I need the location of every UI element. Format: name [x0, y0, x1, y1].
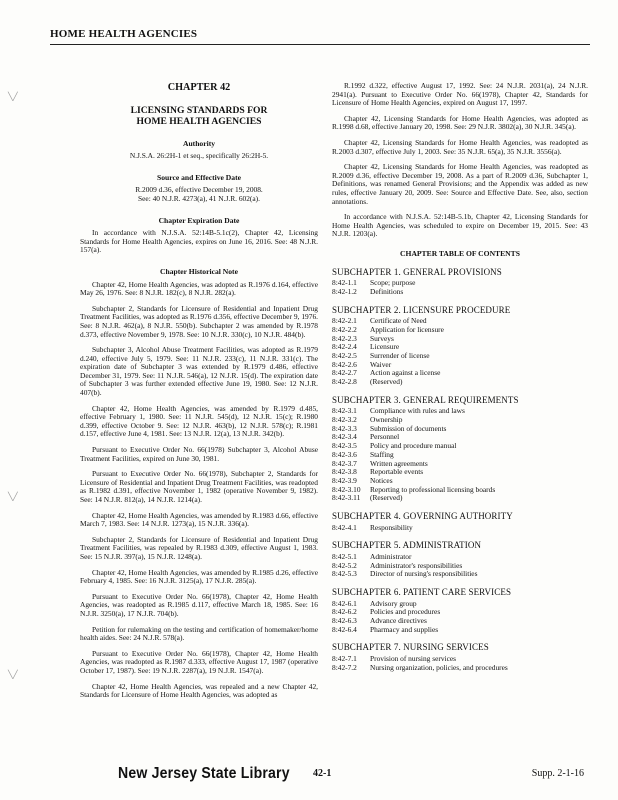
- subchapter-heading: SUBCHAPTER 3. GENERAL REQUIREMENTS: [332, 394, 519, 405]
- section-title: (Reserved): [370, 493, 403, 503]
- subchapter-heading: SUBCHAPTER 5. ADMINISTRATION: [332, 540, 482, 551]
- section-number: 8:42-3.4: [332, 432, 357, 442]
- section-number: 8:42-3.5: [332, 441, 357, 451]
- page-number: 42-1: [313, 768, 332, 779]
- right-column: [332, 82, 588, 672]
- history-paragraph: Chapter 42, Home Health Agencies, was amended by R.1985 d.26, effective February 4, 1985. See: 16 N.J.R. 3125(a), 17 N.J.R. 285(a).: [80, 567, 318, 586]
- margin-mark: ╲╱: [8, 92, 18, 101]
- section-title: Director of nursing's responsibilities: [370, 569, 478, 579]
- section-title: Advisory group: [370, 598, 417, 608]
- history-paragraph: Chapter 42, Licensing Standards for Home Health Agencies, was readopted as R.2009 d.36, effective December 19, 2008. As a part of R.2009 d.36, Subchapter 1, Definitions, was renamed General Provisions; and the Appendix was added as new rules, effective January 20, 2009. See: Source and Effective Date. See, also, section annotations.: [332, 162, 588, 206]
- section-title: Advance directives: [370, 616, 427, 626]
- section-title: Policies and procedures: [370, 607, 441, 617]
- history-paragraph: Chapter 42, Home Health Agencies, was repealed and a new Chapter 42, Standards for Licensure of Home Health Agencies, was adopted as: [80, 681, 318, 700]
- section-number: 8:42-3.9: [332, 475, 357, 485]
- history-paragraph: Pursuant to Executive Order No. 66(1978), Chapter 42, Home Health Agencies, was readopted as R.1985 d.117, effective March 18, 1985. See: 16 N.J.R. 3250(a), 17 N.J.R. 704(b).: [80, 591, 318, 618]
- section-title: Personnel: [370, 432, 400, 442]
- section-number: 8:42-6.3: [332, 616, 357, 626]
- section-title: Ownership: [370, 415, 403, 425]
- history-paragraph: Chapter 42, Home Health Agencies, was amended by R.1983 d.66, effective March 7, 1983. See: 14 N.J.R. 1273(a), 15 N.J.R. 336(a).: [80, 510, 318, 529]
- section-title: Application for licensure: [370, 324, 444, 334]
- toc-entry: [332, 378, 588, 387]
- toc-entry: [332, 570, 588, 579]
- source-heading: Source and Effective Date: [156, 172, 241, 182]
- authority-heading: Authority: [182, 138, 216, 148]
- section-title: Administrator: [370, 551, 412, 561]
- section-number: 8:42-6.2: [332, 607, 357, 617]
- section-number: 8:42-2.5: [332, 350, 357, 360]
- left-column: [80, 82, 318, 707]
- section-number: 8:42-2.7: [332, 368, 357, 378]
- subchapter-heading: SUBCHAPTER 6. PATIENT CARE SERVICES: [332, 587, 512, 598]
- toc-entry: [332, 494, 588, 503]
- history-paragraph: In accordance with N.J.S.A. 52:14B-5.1b, Chapter 42, Licensing Standards for Home Health Agencies, was scheduled to expire on December 19, 2015. See: 43 N.J.R. 1203(a).: [332, 212, 588, 239]
- section-title: Administrator's responsibilities: [370, 560, 463, 570]
- section-title: Written agreements: [370, 458, 428, 468]
- section-number: 8:42-4.1: [332, 522, 357, 532]
- section-title: Surrender of license: [370, 350, 430, 360]
- authority-text: N.J.S.A. 26:2H-1 et seq., specifically 26:2H-5.: [129, 151, 269, 161]
- section-number: 8:42-2.3: [332, 333, 357, 343]
- supplement-date: Supp. 2-1-16: [531, 768, 584, 779]
- section-number: 8:42-3.2: [332, 415, 357, 425]
- history-paragraph: Chapter 42, Licensing Standards for Home Health Agencies, was adopted as R.1998 d.68, effective January 20, 1998. See: 29 N.J.R. 3802(a), 30 N.J.R. 345(a).: [332, 113, 588, 132]
- section-number: 8:42-6.4: [332, 624, 357, 634]
- toc-title: CHAPTER TABLE OF CONTENTS: [400, 248, 520, 258]
- history-paragraph: Chapter 42, Home Health Agencies, was adopted as R.1976 d.164, effective May 26, 1976. See: 8 N.J.R. 182(c), 8 N.J.R. 282(a).: [80, 279, 318, 298]
- expiration-text: In accordance with N.J.S.A. 52:14B-5.1c(2), Chapter 42, Licensing Standards for Home Health Agencies, expires on June 16, 2016. See: 48 N.J.R. 157(a).: [80, 228, 318, 255]
- history-paragraph: Subchapter 2, Standards for Licensure of Residential and Inpatient Drug Treatment Facilities, was repealed by R.1983 d.309, effective August 1, 1983. See: 15 N.J.R. 397(a), 15 N.J.R. 1248(a).: [80, 534, 318, 561]
- section-number: 8:42-3.7: [332, 458, 357, 468]
- chapter-title: [80, 105, 318, 127]
- section-title: Licensure: [370, 342, 400, 352]
- margin-mark: ╲╱: [8, 492, 18, 501]
- section-title: Reportable events: [370, 467, 424, 477]
- subchapter-heading: SUBCHAPTER 4. GOVERNING AUTHORITY: [332, 511, 513, 522]
- section-number: 8:42-7.1: [332, 654, 357, 664]
- section-title: Action against a license: [370, 368, 441, 378]
- table-of-contents: [332, 268, 588, 673]
- section-number: 8:42-5.3: [332, 569, 357, 579]
- section-number: 8:42-3.11: [332, 493, 361, 503]
- section-number: 8:42-7.2: [332, 662, 357, 672]
- section-title: Certificate of Need: [370, 316, 427, 326]
- history-paragraph: Pursuant to Executive Order No. 66(1978), Chapter 42, Home Health Agencies, was readopted as R.1987 d.333, effective August 17, 1987 (operative October 17, 1987). See: 19 N.J.R. 2287(a), 19 N.J.R. 1547(a).: [80, 648, 318, 675]
- section-title: Responsibility: [370, 522, 413, 532]
- section-title: Notices: [370, 475, 393, 485]
- chapter-title-line: LICENSING STANDARDS FOR: [130, 104, 268, 116]
- history-paragraph: Chapter 42, Licensing Standards for Home Health Agencies, was readopted as R.2003 d.307, effective July 1, 2003. See: 35 N.J.R. 65(a), 35 N.J.R. 3556(a).: [332, 137, 588, 156]
- section-title: Waiver: [370, 359, 392, 369]
- section-number: 8:42-3.10: [332, 484, 361, 494]
- history-paragraph: Petition for rulemaking on the testing and certification of homemaker/home health aides. See: 24 N.J.R. 578(a).: [80, 624, 318, 643]
- section-number: 8:42-2.6: [332, 359, 357, 369]
- section-number: 8:42-3.6: [332, 449, 357, 459]
- section-number: 8:42-3.8: [332, 467, 357, 477]
- section-title: Reporting to professional licensing boards: [370, 484, 496, 494]
- section-title: Surveys: [370, 333, 394, 343]
- expiration-heading: Chapter Expiration Date: [158, 215, 240, 225]
- section-number: 8:42-5.1: [332, 551, 357, 561]
- toc-entry: [332, 626, 588, 635]
- library-stamp: New Jersey State Library: [118, 765, 290, 782]
- section-title: (Reserved): [370, 377, 403, 387]
- history-paragraph: Pursuant to Executive Order No. 66(1978) Subchapter 3, Alcohol Abuse Treatment Facilities, expired on June 30, 1981.: [80, 445, 318, 463]
- section-title: Policy and procedure manual: [370, 441, 457, 451]
- history-paragraph: Subchapter 2, Standards for Licensure of Residential and Inpatient Drug Treatment Facilities, was adopted as R.1976 d.356, effective December 9, 1976. See: 8 N.J.R. 462(a), 8 N.J.R. 550(b). Subchapter 2 was amended by R.1978 d.373, effective November 9, 1978. See: 10 N.J.R. 330(c), 10 N.J.R. 484(b).: [80, 303, 318, 339]
- history-paragraph: Pursuant to Executive Order No. 66(1978), Subchapter 2, Standards for Licensure of Residential and Inpatient Drug Treatment Facilities, was readopted as R.1982 d.391, effective November 1, 1982 (operative November 9, 1982). See: 14 N.J.R. 812(a), 14 N.J.R. 1214(a).: [80, 469, 318, 504]
- history-paragraphs: [80, 281, 318, 700]
- section-title: Scope; purpose: [370, 278, 416, 288]
- section-title: Nursing organization, policies, and procedures: [370, 662, 508, 672]
- section-number: 8:42-5.2: [332, 560, 357, 570]
- section-title: Provision of nursing services: [370, 654, 457, 664]
- section-number: 8:42-3.1: [332, 406, 357, 416]
- section-title: Compliance with rules and laws: [370, 406, 465, 416]
- section-number: 8:42-2.1: [332, 316, 357, 326]
- history-heading: Chapter Historical Note: [160, 266, 238, 276]
- history-paragraph: Subchapter 3, Alcohol Abuse Treatment Facilities, was adopted as R.1979 d.240, effective July 5, 1979. See: 11 N.J.R. 233(c), 11 N.J.R. 331(c). The expiration date of Subchapter 3 was extended by R.1979 d.486, effective December 31, 1979. See: 11 N.J.R. 546(a), 12 N.J.R. 15(d). The expiration date of Subchapter 3 was further extended effective June 19, 1980. See: 12 N.J.R. 407(b).: [80, 345, 318, 398]
- subchapter-heading: SUBCHAPTER 1. GENERAL PROVISIONS: [332, 266, 502, 277]
- toc-entry: [332, 524, 588, 533]
- chapter-number: CHAPTER 42: [167, 82, 231, 93]
- section-number: 8:42-6.1: [332, 598, 357, 608]
- history-paragraph: R.1992 d.322, effective August 17, 1992. See: 24 N.J.R. 2031(a), 24 N.J.R. 2941(a). Pursuant to Executive Order No. 66(1978), Chapter 42, Standards for Licensure of Home Health Agencies, expired on August 17, 1997.: [332, 81, 588, 108]
- chapter-title-line: HOME HEALTH AGENCIES: [136, 115, 262, 127]
- toc-entry: [332, 288, 588, 297]
- running-head: HOME HEALTH AGENCIES: [50, 28, 198, 40]
- toc-entry: [332, 664, 588, 673]
- section-number: 8:42-2.4: [332, 342, 357, 352]
- section-number: 8:42-2.2: [332, 324, 357, 334]
- source-line: See: 40 N.J.R. 4273(a), 41 N.J.R. 602(a).: [138, 193, 260, 203]
- section-number: 8:42-3.3: [332, 423, 357, 433]
- section-number: 8:42-1.2: [332, 286, 357, 296]
- section-title: Pharmacy and supplies: [370, 624, 439, 634]
- history-continued: [332, 82, 588, 239]
- section-number: 8:42-2.8: [332, 377, 357, 387]
- subchapter-heading: SUBCHAPTER 2. LICENSURE PROCEDURE: [332, 304, 511, 315]
- margin-mark: ╲╱: [8, 670, 18, 679]
- section-title: Submission of documents: [370, 423, 447, 433]
- source-line: R.2009 d.36, effective December 19, 2008.: [135, 185, 263, 195]
- section-title: Staffing: [370, 449, 394, 459]
- header-rule: [50, 44, 590, 45]
- subchapter-heading: SUBCHAPTER 7. NURSING SERVICES: [332, 642, 489, 653]
- history-paragraph: Chapter 42, Home Health Agencies, was amended by R.1979 d.485, effective February 1, 1980. See: 11 N.J.R. 545(d), 12 N.J.R. 15(c); R.1980 d.399, effective October 9. See: 12 N.J.R. 463(b), 12 N.J.R. 578(c); R.1981 d.157, effective June 4, 1981. See: 13 N.J.R. 12(a), 13 N.J.R. 342(b).: [80, 403, 318, 439]
- section-title: Definitions: [370, 286, 404, 296]
- section-number: 8:42-1.1: [332, 278, 357, 288]
